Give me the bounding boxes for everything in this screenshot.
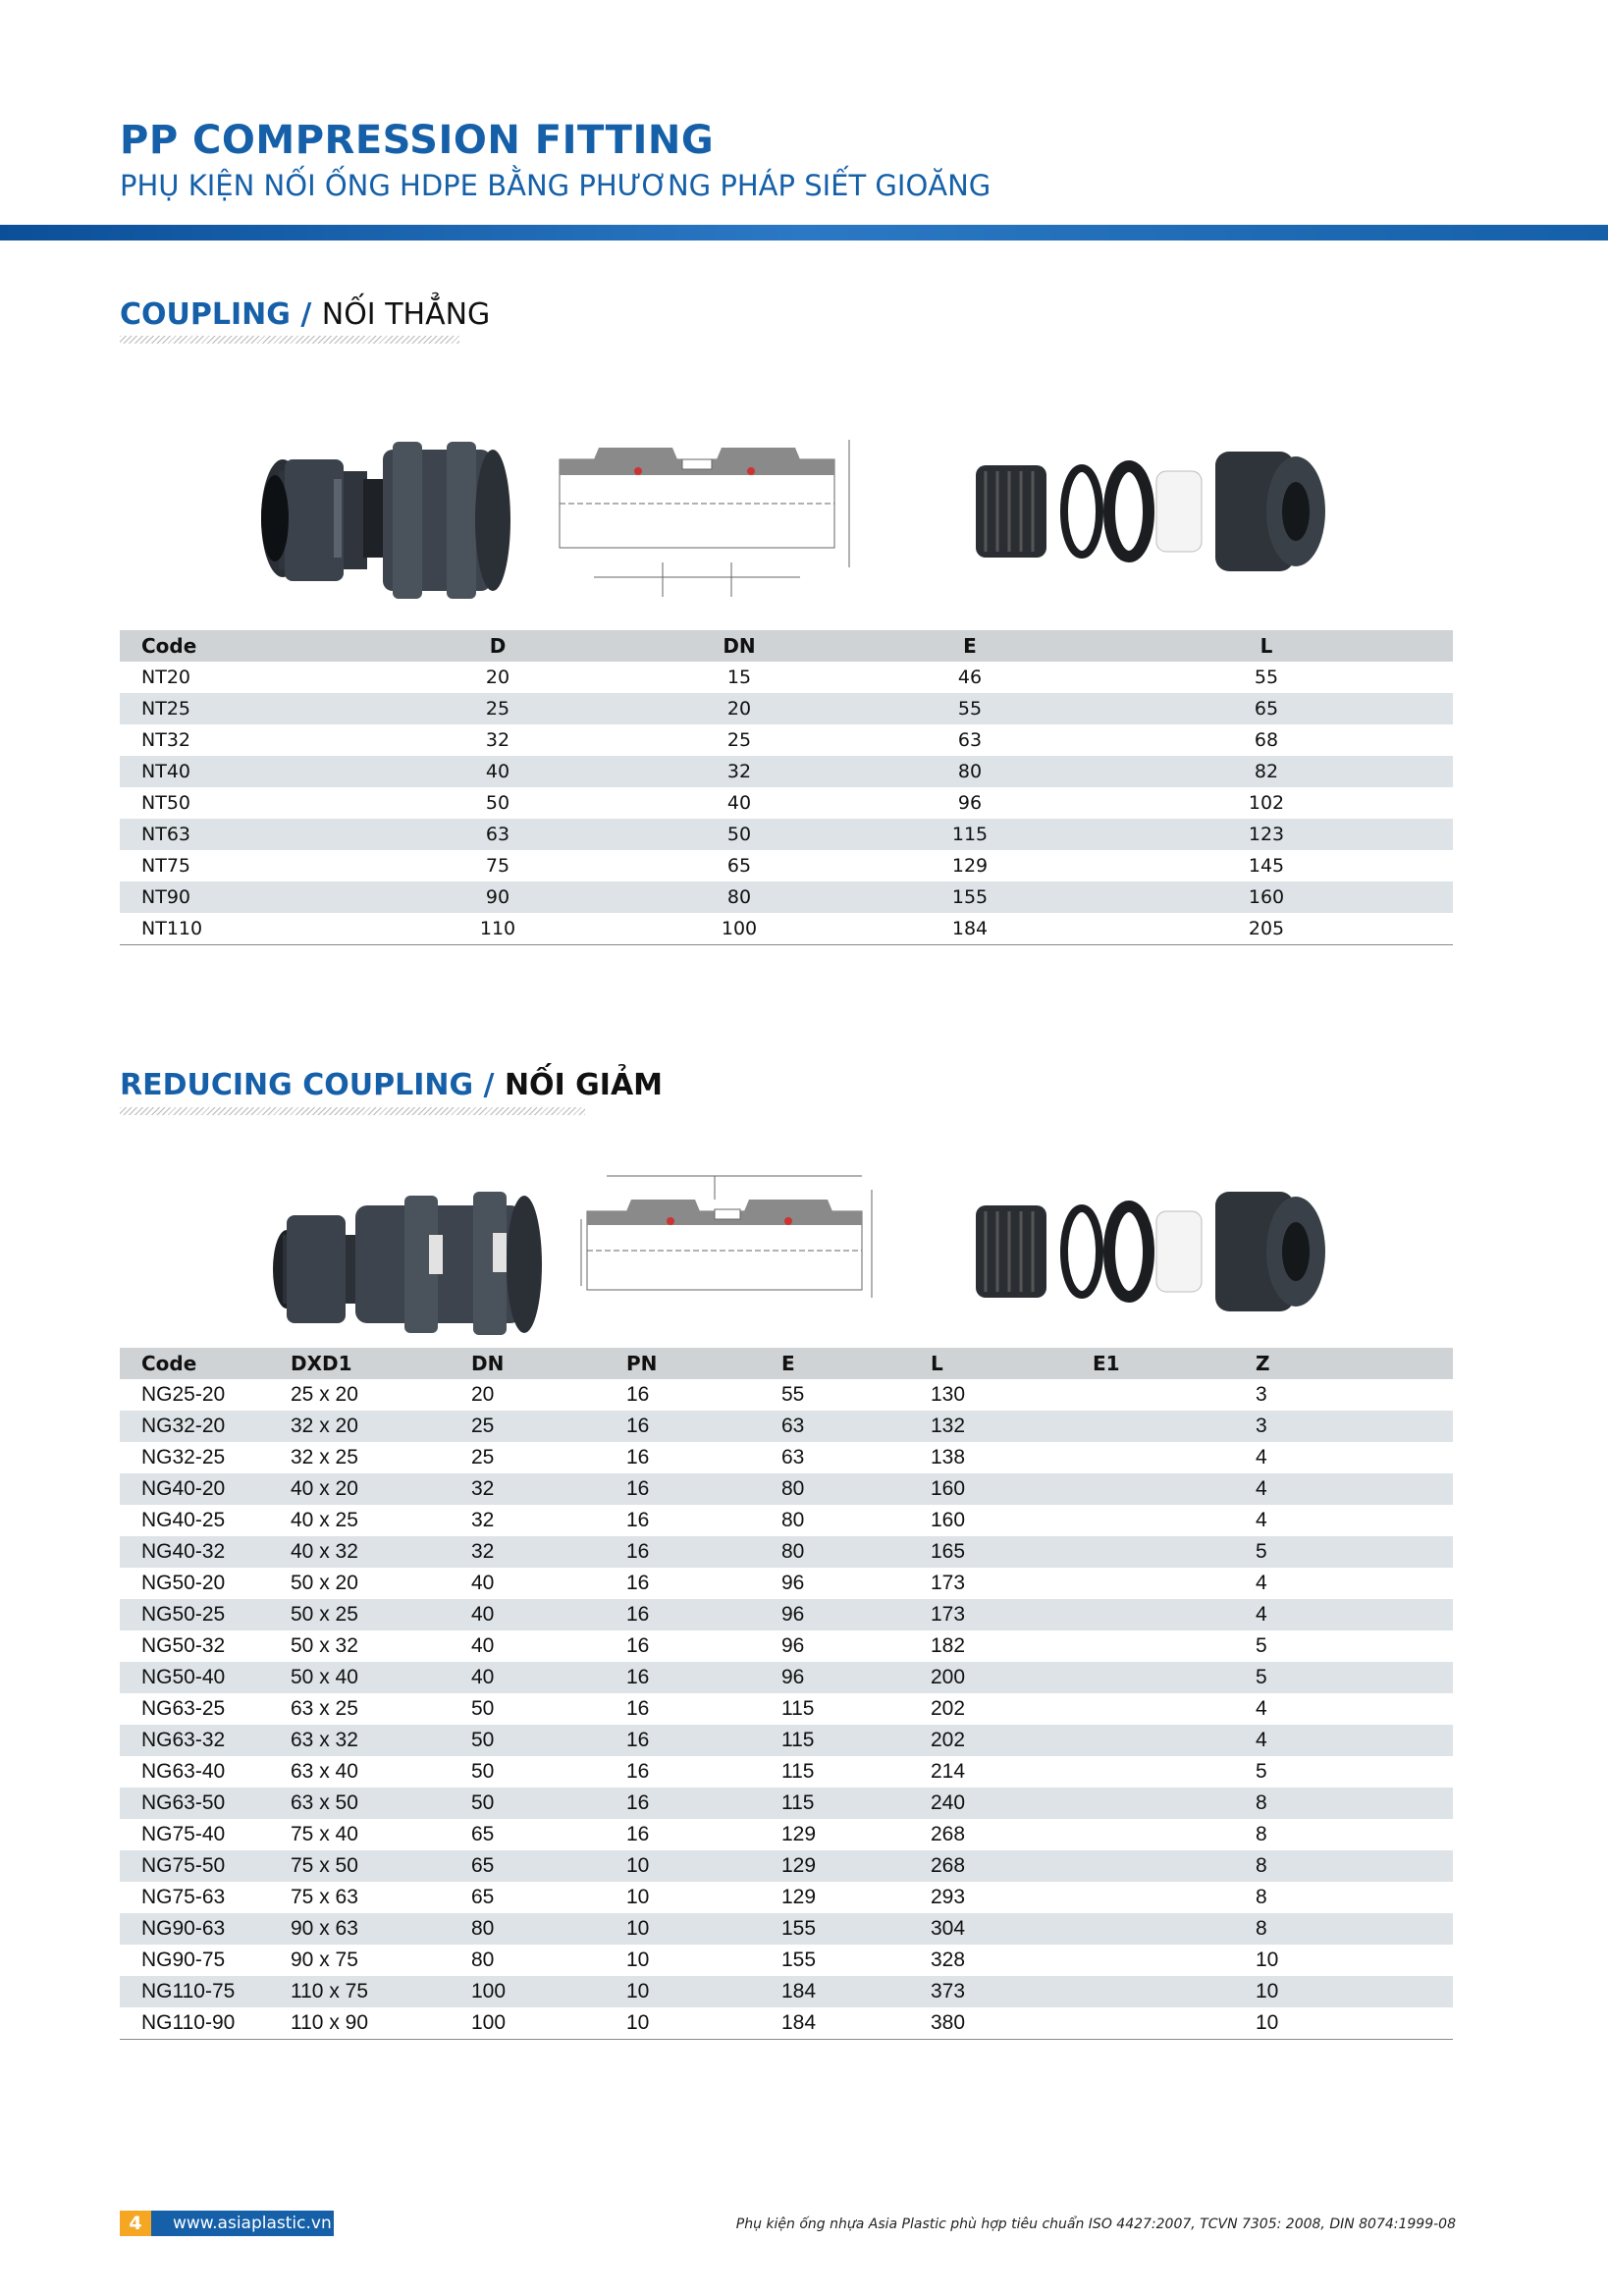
- cell-e: 155: [781, 1949, 817, 1971]
- cell-dn: 80: [471, 1913, 626, 1945]
- cell-z: 8: [1256, 1850, 1453, 1882]
- cell-dxd1: 75 x 63: [291, 1886, 358, 1908]
- table-row: [120, 1411, 1453, 1442]
- table-row: [120, 756, 1453, 787]
- cell-pn: 16: [626, 1634, 650, 1657]
- cell-code: NG50-40: [120, 1662, 291, 1693]
- cell-z: 10: [1256, 2011, 1279, 2034]
- cell-l: 173: [931, 1572, 966, 1594]
- table-row: [120, 2007, 1453, 2040]
- cell-dxd1: 63 x 32: [291, 1725, 471, 1756]
- cell-e1: [1093, 1913, 1256, 1945]
- cell-l: 160: [931, 1509, 966, 1531]
- cell-code: NG90-63: [120, 1913, 291, 1945]
- table-row: [120, 1662, 1453, 1693]
- cell-e: 96: [781, 1599, 931, 1630]
- table-row: [120, 1379, 1453, 1411]
- cell-dn: 65: [726, 855, 752, 877]
- cell-e: 184: [951, 918, 989, 939]
- cell-l: 123: [1080, 819, 1453, 850]
- cell-e: 96: [957, 792, 983, 814]
- cell-e1: [1093, 1756, 1256, 1788]
- cell-code: NG110-75: [120, 1976, 291, 2007]
- cell-e1: [1093, 1976, 1256, 2007]
- cell-code: NG32-25: [141, 1446, 226, 1468]
- cell-pn: 10: [626, 1850, 781, 1882]
- cell-code: NT25: [120, 693, 377, 724]
- cell-e: 80: [860, 756, 1080, 787]
- cell-dn: 65: [471, 1850, 626, 1882]
- cell-code: NG63-25: [141, 1697, 226, 1720]
- cell-dxd1: 63 x 50: [291, 1788, 471, 1819]
- cell-dn: 32: [471, 1473, 626, 1505]
- cell-d: 50: [485, 792, 510, 814]
- cell-z: 8: [1256, 1913, 1453, 1945]
- cell-dn: 20: [618, 693, 860, 724]
- table-row: [120, 1850, 1453, 1882]
- cell-l: 138: [931, 1446, 966, 1468]
- cell-code: NT75: [141, 855, 190, 877]
- cell-e: 63: [781, 1411, 931, 1442]
- table-row: [120, 1630, 1453, 1662]
- column-header-e: E: [860, 630, 1080, 662]
- cell-l: 130: [931, 1383, 966, 1406]
- cell-z: 5: [1256, 1662, 1453, 1693]
- cell-dxd1: 110 x 90: [291, 2011, 369, 2034]
- cell-code: NT40: [120, 756, 377, 787]
- cell-d: 75: [485, 855, 510, 877]
- cell-e: 155: [781, 1913, 931, 1945]
- column-header-z: Z: [1256, 1348, 1453, 1379]
- cell-dn: 100: [471, 2011, 507, 2034]
- section-title-vi: NỐI THẲNG: [321, 297, 491, 332]
- table-row: [120, 1882, 1453, 1913]
- cell-z: 5: [1256, 1536, 1453, 1568]
- cell-l: 55: [1254, 667, 1279, 688]
- cell-code: NG75-50: [120, 1850, 291, 1882]
- cell-z: 5: [1256, 1634, 1267, 1657]
- standards-note: Phụ kiện ống nhựa Asia Plastic phù hợp tiêu chuẩn ISO 4427:2007, TCVN 7305: 2008, DIN 8074:1999-08: [735, 2216, 1456, 2232]
- cell-dxd1: 110 x 75: [291, 1976, 471, 2007]
- cell-code: NG63-40: [141, 1760, 226, 1783]
- cell-z: 10: [1256, 1976, 1453, 2007]
- cell-e: 155: [860, 881, 1080, 913]
- cell-z: 8: [1256, 1886, 1267, 1908]
- cell-pn: 16: [626, 1383, 650, 1406]
- table-row: [120, 1536, 1453, 1568]
- column-header-e1: E1: [1093, 1348, 1256, 1379]
- cell-z: 8: [1256, 1823, 1267, 1845]
- heading-underline-hatch: [120, 336, 459, 344]
- cell-d: 20: [485, 667, 510, 688]
- cell-dn: 25: [471, 1446, 495, 1468]
- cell-z: 4: [1256, 1572, 1267, 1594]
- table-row: [120, 1945, 1453, 1976]
- cell-l: 240: [931, 1788, 1093, 1819]
- cell-dxd1: 32 x 20: [291, 1411, 471, 1442]
- cell-code: NG75-63: [141, 1886, 226, 1908]
- cell-e: 184: [781, 1976, 931, 2007]
- table-row: [120, 913, 1453, 945]
- table-row: [120, 1473, 1453, 1505]
- cell-d: 40: [377, 756, 618, 787]
- cell-dxd1: 50 x 20: [291, 1572, 358, 1594]
- cell-l: 160: [1080, 881, 1453, 913]
- cell-dxd1: 25 x 20: [291, 1383, 358, 1406]
- reducing-coupling-spec-table: [120, 1348, 1453, 2040]
- cell-code: NG63-50: [120, 1788, 291, 1819]
- cell-l: 373: [931, 1976, 1093, 2007]
- table-row: [120, 1788, 1453, 1819]
- cell-dxd1: 40 x 20: [291, 1473, 471, 1505]
- cell-l: 102: [1248, 792, 1285, 814]
- cell-code: NG50-32: [141, 1634, 226, 1657]
- cell-pn: 16: [626, 1760, 650, 1783]
- cell-pn: 10: [626, 1949, 650, 1971]
- heading-underline-hatch: [120, 1107, 585, 1115]
- cell-e1: [1093, 1725, 1256, 1756]
- cell-dxd1: 50 x 25: [291, 1599, 471, 1630]
- cell-dxd1: 90 x 75: [291, 1949, 358, 1971]
- column-header-dn: DN: [471, 1348, 626, 1379]
- cell-e: 129: [781, 1823, 817, 1845]
- cell-e: 129: [951, 855, 989, 877]
- cell-e: 184: [781, 2011, 817, 2034]
- cell-e: 80: [781, 1536, 931, 1568]
- cell-l: 293: [931, 1886, 966, 1908]
- section-title-en: REDUCING COUPLING: [120, 1068, 474, 1102]
- table-row: [120, 693, 1453, 724]
- section-title-separator: /: [290, 297, 322, 332]
- cell-dn: 20: [471, 1383, 495, 1406]
- cell-e1: [1093, 1473, 1256, 1505]
- cell-pn: 10: [626, 1976, 781, 2007]
- cell-e: 115: [781, 1760, 815, 1783]
- cell-z: 10: [1256, 1949, 1279, 1971]
- column-header-code: Code: [120, 630, 377, 662]
- reducing-coupling-exploded-parts-photo: [972, 1178, 1345, 1330]
- cell-e: 129: [781, 1850, 931, 1882]
- table-row: [120, 1725, 1453, 1756]
- cell-e1: [1093, 1411, 1256, 1442]
- reducing-coupling-table-body: [120, 1379, 1453, 2040]
- cell-l: 65: [1080, 693, 1453, 724]
- cell-dn: 40: [471, 1599, 626, 1630]
- column-header-e: E: [781, 1348, 931, 1379]
- table-header-row: [120, 630, 1453, 662]
- table-row: [120, 1756, 1453, 1788]
- cell-dxd1: 40 x 25: [291, 1509, 358, 1531]
- cell-dn: 80: [471, 1949, 495, 1971]
- cell-e: 96: [781, 1572, 805, 1594]
- cell-code: NG63-32: [120, 1725, 291, 1756]
- cell-e1: [1093, 1662, 1256, 1693]
- page-title: PP COMPRESSION FITTING: [120, 118, 715, 163]
- cell-dn: 32: [471, 1509, 495, 1531]
- table-row: [120, 1505, 1453, 1536]
- cell-e: 115: [781, 1725, 931, 1756]
- coupling-exploded-parts-photo: [972, 438, 1345, 590]
- cell-code: NT63: [120, 819, 377, 850]
- cell-dn: 40: [726, 792, 752, 814]
- cell-dn: 40: [471, 1634, 495, 1657]
- cell-l: 268: [931, 1850, 1093, 1882]
- cell-l: 202: [931, 1725, 1093, 1756]
- cell-dxd1: 50 x 32: [291, 1634, 358, 1657]
- cell-code: NG32-20: [120, 1411, 291, 1442]
- cell-pn: 16: [626, 1788, 781, 1819]
- cell-z: 4: [1256, 1599, 1453, 1630]
- table-row: [120, 1568, 1453, 1599]
- cell-e: 55: [860, 693, 1080, 724]
- cell-dxd1: 40 x 32: [291, 1536, 471, 1568]
- cell-pn: 16: [626, 1509, 650, 1531]
- header-divider-bar: [0, 225, 1608, 240]
- cell-e: 129: [781, 1886, 817, 1908]
- cell-dn: 25: [726, 729, 752, 751]
- cell-code: NG90-75: [141, 1949, 226, 1971]
- cell-pn: 16: [626, 1697, 650, 1720]
- cell-dxd1: 63 x 40: [291, 1760, 358, 1783]
- table-row: [120, 1442, 1453, 1473]
- cell-e: 115: [860, 819, 1080, 850]
- cell-dxd1: 50 x 40: [291, 1662, 471, 1693]
- cell-e: 80: [781, 1473, 931, 1505]
- cell-dn: 32: [618, 756, 860, 787]
- coupling-table-body: [120, 662, 1453, 945]
- cell-pn: 16: [626, 1823, 650, 1845]
- cell-code: NG40-32: [120, 1536, 291, 1568]
- cell-dn: 25: [471, 1411, 626, 1442]
- cell-l: 145: [1248, 855, 1285, 877]
- cell-l: 173: [931, 1599, 1093, 1630]
- cell-e: 115: [781, 1788, 931, 1819]
- cell-e1: [1093, 1442, 1256, 1473]
- section-heading-coupling: [120, 297, 490, 332]
- reducing-coupling-technical-drawing: [577, 1170, 901, 1332]
- cell-e1: [1093, 1568, 1256, 1599]
- cell-dxd1: 32 x 25: [291, 1446, 358, 1468]
- cell-pn: 16: [626, 1473, 781, 1505]
- cell-l: 202: [931, 1697, 966, 1720]
- cell-e: 80: [781, 1509, 805, 1531]
- table-row: [120, 1976, 1453, 2007]
- reducing-coupling-product-photo: [257, 1156, 562, 1348]
- coupling-product-photo: [236, 420, 540, 621]
- cell-d: 110: [479, 918, 516, 939]
- coupling-technical-drawing: [555, 430, 879, 612]
- cell-d: 32: [485, 729, 510, 751]
- cell-pn: 16: [626, 1662, 781, 1693]
- cell-e: 115: [781, 1697, 815, 1720]
- column-header-dn: DN: [618, 630, 860, 662]
- cell-l: 82: [1080, 756, 1453, 787]
- cell-z: 4: [1256, 1725, 1453, 1756]
- cell-e: 55: [781, 1383, 805, 1406]
- cell-e1: [1093, 1599, 1256, 1630]
- cell-e1: [1093, 1788, 1256, 1819]
- cell-e1: [1093, 1850, 1256, 1882]
- table-row: [120, 1819, 1453, 1850]
- cell-code: NG40-25: [141, 1509, 226, 1531]
- cell-dn: 32: [471, 1536, 626, 1568]
- cell-e: 46: [957, 667, 983, 688]
- cell-e1: [1093, 1945, 1256, 1976]
- column-header-pn: PN: [626, 1348, 781, 1379]
- page-subtitle: PHỤ KIỆN NỐI ỐNG HDPE BẰNG PHƯƠNG PHÁP SIẾT GIOĂNG: [120, 169, 992, 202]
- cell-dxd1: 75 x 50: [291, 1850, 471, 1882]
- cell-pn: 16: [626, 1599, 781, 1630]
- coupling-spec-table: [120, 630, 1453, 945]
- cell-l: 304: [931, 1913, 1093, 1945]
- cell-dn: 50: [618, 819, 860, 850]
- cell-code: NG40-20: [120, 1473, 291, 1505]
- cell-dxd1: 63 x 25: [291, 1697, 358, 1720]
- cell-dn: 100: [721, 918, 758, 939]
- cell-pn: 16: [626, 1411, 781, 1442]
- table-row: [120, 724, 1453, 756]
- cell-code: NG50-25: [120, 1599, 291, 1630]
- cell-d: 25: [377, 693, 618, 724]
- cell-dxd1: 75 x 40: [291, 1823, 358, 1845]
- cell-l: 205: [1248, 918, 1285, 939]
- section-heading-reducing-coupling: [120, 1068, 663, 1102]
- column-header-dxd1: DXD1: [291, 1348, 471, 1379]
- cell-pn: 16: [626, 1725, 781, 1756]
- cell-l: 160: [931, 1473, 1093, 1505]
- cell-e: 96: [781, 1634, 805, 1657]
- cell-e1: [1093, 1505, 1256, 1536]
- cell-z: 3: [1256, 1383, 1267, 1406]
- table-row: [120, 1913, 1453, 1945]
- table-row: [120, 1599, 1453, 1630]
- cell-dn: 65: [471, 1886, 495, 1908]
- cell-dn: 50: [471, 1697, 495, 1720]
- column-header-l: L: [931, 1348, 1093, 1379]
- cell-d: 90: [377, 881, 618, 913]
- cell-e1: [1093, 1536, 1256, 1568]
- cell-e1: [1093, 1882, 1256, 1913]
- cell-dn: 80: [618, 881, 860, 913]
- cell-e1: [1093, 1379, 1256, 1411]
- cell-code: NG110-90: [141, 2011, 236, 2034]
- cell-pn: 16: [626, 1446, 650, 1468]
- cell-code: NT20: [141, 667, 190, 688]
- cell-dn: 50: [471, 1760, 495, 1783]
- cell-z: 8: [1256, 1788, 1453, 1819]
- cell-e1: [1093, 1630, 1256, 1662]
- table-row: [120, 881, 1453, 913]
- cell-code: NT50: [141, 792, 190, 814]
- section-title-en: COUPLING: [120, 297, 291, 332]
- section-title-separator: /: [473, 1068, 505, 1102]
- cell-pn: 16: [626, 1536, 781, 1568]
- cell-dn: 50: [471, 1788, 626, 1819]
- cell-e1: [1093, 1693, 1256, 1725]
- cell-pn: 10: [626, 1886, 650, 1908]
- cell-l: 268: [931, 1823, 966, 1845]
- cell-l: 132: [931, 1411, 1093, 1442]
- website-link[interactable]: www.asiaplastic.vn: [151, 2211, 334, 2236]
- column-header-l: L: [1080, 630, 1453, 662]
- table-row: [120, 787, 1453, 819]
- cell-z: 4: [1256, 1697, 1267, 1720]
- cell-l: 165: [931, 1536, 1093, 1568]
- cell-dn: 40: [471, 1662, 626, 1693]
- cell-l: 182: [931, 1634, 966, 1657]
- cell-code: NT110: [141, 918, 203, 939]
- cell-pn: 16: [626, 1572, 650, 1594]
- cell-code: NG50-20: [141, 1572, 226, 1594]
- cell-e: 63: [957, 729, 983, 751]
- cell-code: NT32: [141, 729, 190, 751]
- cell-code: NG75-40: [141, 1823, 226, 1845]
- cell-l: 214: [931, 1760, 966, 1783]
- table-row: [120, 1693, 1453, 1725]
- cell-dn: 65: [471, 1823, 495, 1845]
- cell-z: 4: [1256, 1509, 1267, 1531]
- cell-e: 96: [781, 1662, 931, 1693]
- cell-dn: 50: [471, 1725, 626, 1756]
- section-title-vi: NỐI GIẢM: [504, 1068, 664, 1102]
- cell-e: 63: [781, 1446, 805, 1468]
- cell-z: 5: [1256, 1760, 1267, 1783]
- table-header-row: [120, 1348, 1453, 1379]
- cell-dxd1: 90 x 63: [291, 1913, 471, 1945]
- cell-l: 200: [931, 1662, 1093, 1693]
- cell-code: NG25-20: [141, 1383, 226, 1406]
- table-row: [120, 662, 1453, 693]
- column-header-d: D: [377, 630, 618, 662]
- cell-l: 328: [931, 1949, 966, 1971]
- column-header-code: Code: [120, 1348, 291, 1379]
- cell-l: 380: [931, 2011, 966, 2034]
- cell-e1: [1093, 1819, 1256, 1850]
- cell-e1: [1093, 2007, 1256, 2040]
- table-row: [120, 819, 1453, 850]
- cell-d: 63: [377, 819, 618, 850]
- cell-pn: 10: [626, 1913, 781, 1945]
- cell-code: NT90: [120, 881, 377, 913]
- cell-dn: 15: [726, 667, 752, 688]
- cell-z: 4: [1256, 1446, 1267, 1468]
- page-number-badge: 4: [120, 2211, 151, 2236]
- cell-z: 3: [1256, 1411, 1453, 1442]
- cell-dn: 40: [471, 1572, 495, 1594]
- table-row: [120, 850, 1453, 881]
- cell-pn: 10: [626, 2011, 650, 2034]
- cell-z: 4: [1256, 1473, 1453, 1505]
- cell-l: 68: [1254, 729, 1279, 751]
- cell-dn: 100: [471, 1976, 626, 2007]
